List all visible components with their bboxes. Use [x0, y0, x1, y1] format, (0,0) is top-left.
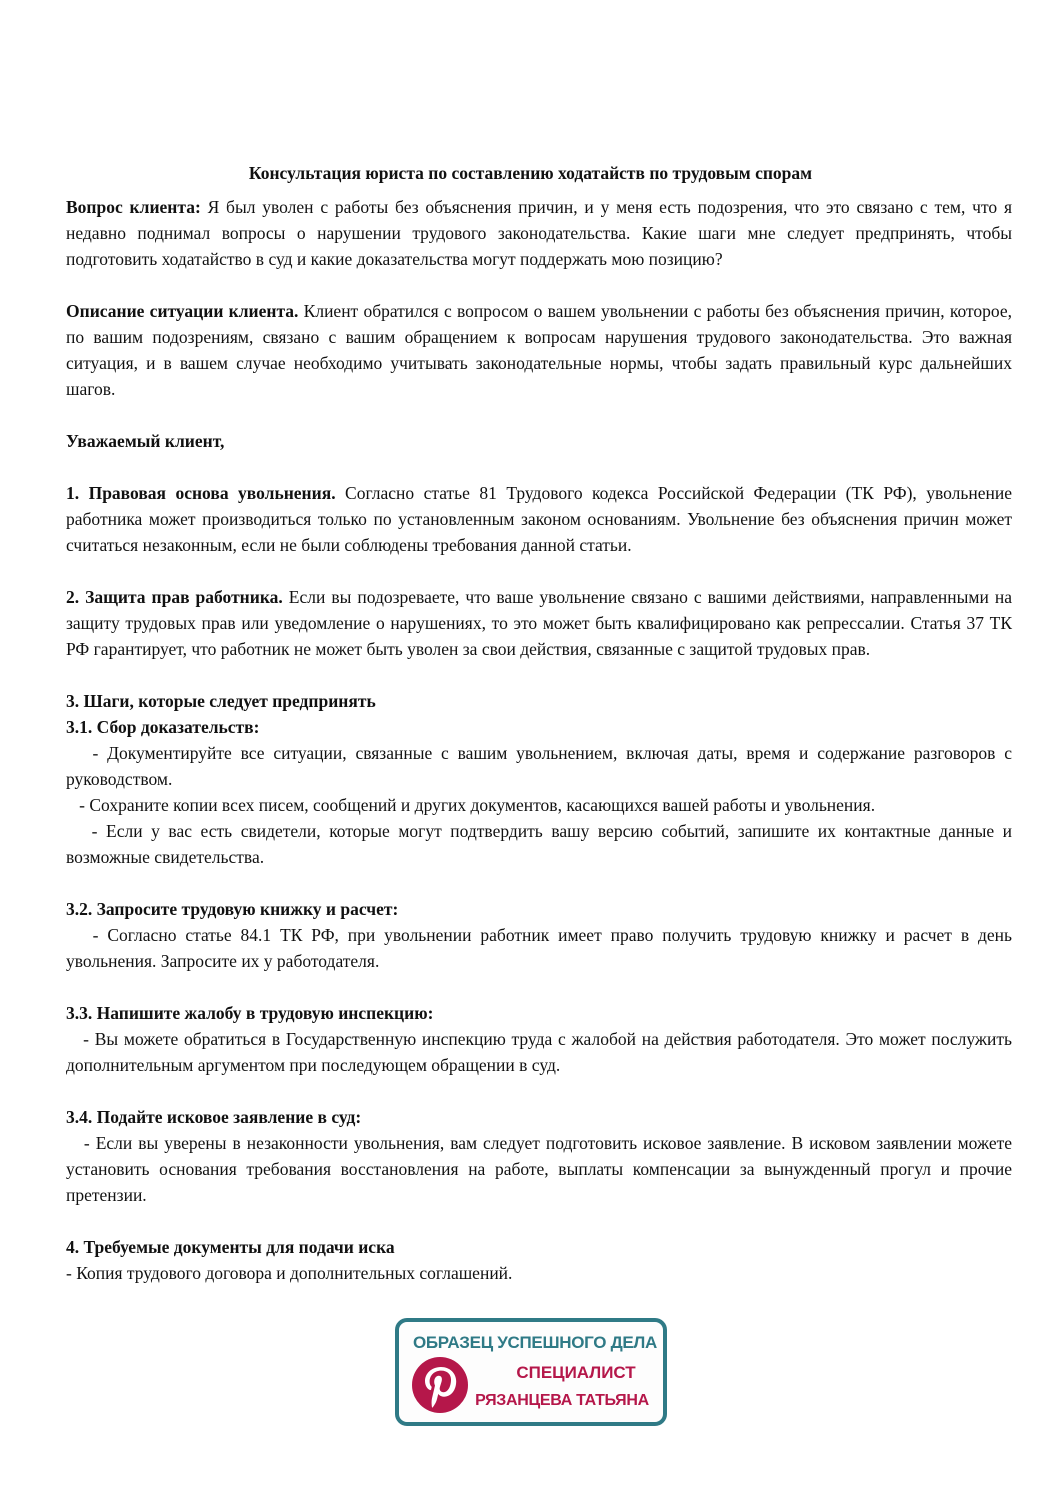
situation-text: Клиент обратился с вопросом о вашем увольнении с работы без объяснения причин, которое, по вашим подозрениям, связано с вашим обращением к вопросам нарушения трудового законодательства. Это важная ситуация, и в вашем случае необходимо учитывать законодательные нормы, чтобы задать правильный курс дальнейших шагов.	[66, 301, 1012, 399]
stamp-line-1: ОБРАЗЕЦ УСПЕШНОГО ДЕЛА	[412, 1333, 658, 1352]
situation-label: Описание ситуации клиента.	[66, 301, 299, 321]
greeting: Уважаемый клиент,	[66, 431, 225, 451]
stamp-line-3: РЯЗАНЦЕВА ТАТЬЯНА	[475, 1392, 649, 1409]
section-3-1-heading: 3.1. Сбор доказательств:	[66, 717, 260, 737]
list-item: - Копия трудового договора и дополнительных соглашений.	[66, 1263, 513, 1283]
list-item: - Вы можете обратиться в Государственную инспекцию труда с жалобой на действия работодателя. Это может послужить дополнительным аргументом при последующем обращении в суд.	[66, 1029, 1017, 1075]
client-question-label: Вопрос клиента:	[66, 197, 201, 217]
stamp-line-2: СПЕЦИАЛИСТ	[516, 1363, 636, 1382]
document-body	[66, 194, 1017, 1286]
section-2-label: 2. Защита прав работника.	[66, 587, 283, 607]
section-3-heading: 3. Шаги, которые следует предпринять	[66, 691, 376, 711]
section-2	[66, 584, 1012, 662]
section-1	[66, 480, 1012, 558]
situation-description	[66, 298, 1012, 402]
section-3-3-heading: 3.3. Напишите жалобу в трудовую инспекцию:	[66, 1003, 434, 1023]
list-item: - Сохраните копии всех писем, сообщений и других документов, касающихся вашей работы и увольнения.	[66, 795, 876, 815]
client-question-text: Я был уволен с работы без объяснения причин, и у меня есть подозрения, что это связано с тем, что я недавно поднимал вопросы о нарушении трудового законодательства. Какие шаги мне следует предпринять, чтобы подготовить ходатайство в суд и какие доказательства могут поддержать мою позицию?	[66, 197, 1012, 269]
section-3-4-heading: 3.4. Подайте исковое заявление в суд:	[66, 1107, 362, 1127]
section-3-2-heading: 3.2. Запросите трудовую книжку и расчет:	[66, 899, 399, 919]
section-4-heading: 4. Требуемые документы для подачи иска	[66, 1237, 395, 1257]
section-1-text: Согласно статье 81 Трудового кодекса Российской Федерации (ТК РФ), увольнение работника может производиться только по установленным законом основаниям. Увольнение без объяснения причин может считаться незаконным, если не были соблюдены требования данной статьи.	[66, 483, 1013, 555]
document-title: Консультация юриста по составлению ходатайств по трудовым спорам	[248, 163, 813, 183]
list-item: - Документируйте все ситуации, связанные с вашим увольнением, включая даты, время и содержание разговоров с руководством.	[66, 743, 1017, 789]
list-item: - Если вы уверены в незаконности увольнения, вам следует подготовить исковое заявление. В исковом заявлении можете установить основания требования восстановления на работе, выплаты компенсации за вынужденный прогул и прочие претензии.	[66, 1133, 1017, 1205]
list-item: - Если у вас есть свидетели, которые могут подтвердить вашу версию событий, запишите их контактные данные и возможные свидетельства.	[66, 821, 1017, 867]
section-2-text: Если вы подозреваете, что ваше увольнение связано с вашими действиями, направленными на защиту трудовых прав или уведомление о нарушениях, то это может быть квалифицировано как репрессалии. Статья 37 ТК РФ гарантирует, что работник не может быть уволен за свои действия, связанные с защитой трудовых прав.	[66, 587, 1012, 659]
list-item: - Согласно статье 84.1 ТК РФ, при увольнении работник имеет право получить трудовую книжку и расчет в день увольнения. Запросите их у работодателя.	[66, 925, 1017, 971]
success-case-stamp	[395, 1318, 667, 1426]
client-question	[66, 194, 1012, 272]
section-1-label: 1. Правовая основа увольнения.	[66, 483, 336, 503]
